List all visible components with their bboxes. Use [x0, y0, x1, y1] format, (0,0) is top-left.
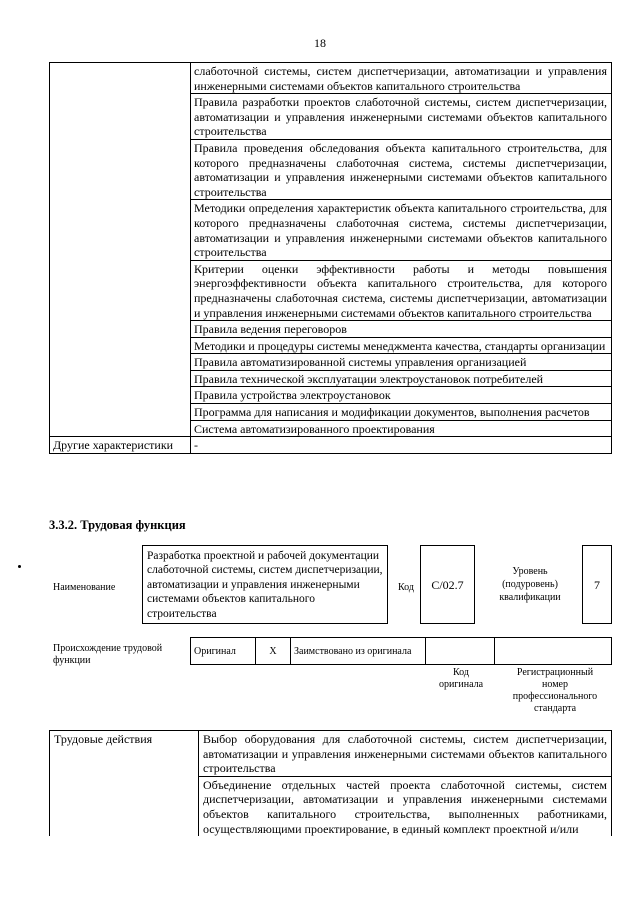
knowledge-row: Правила разработки проектов слаботочной системы, систем диспетчеризации, автоматизации и управления инженерными системами объектов капитального строительства — [191, 94, 612, 140]
knowledge-row: Правила технической эксплуатации электроустановок потребителей — [191, 370, 612, 387]
function-name: Разработка проектной и рабочей документации слаботочной системы, систем диспетчеризации, автоматизации и управления инженерными системами объектов капитального строительства — [142, 545, 388, 624]
knowledge-label-cell — [50, 63, 191, 437]
code-label: Код — [398, 582, 414, 593]
origin-label: Происхождение трудовой функции — [53, 643, 163, 666]
original-label: Оригинал — [191, 638, 256, 665]
knowledge-row: слаботочной системы, систем диспетчеризации, автоматизации и управления инженерными системами объектов капитального строительства — [191, 63, 612, 94]
other-characteristics-label: Другие характеристики — [50, 437, 191, 454]
knowledge-table — [49, 62, 612, 454]
knowledge-row: Программа для написания и модификации документов, выполнения расчетов — [191, 404, 612, 421]
reg-number-cell — [495, 638, 612, 665]
knowledge-row: Правила ведения переговоров — [191, 321, 612, 338]
action-row: Объединение отдельных частей проекта слаботочной системы, систем диспетчеризации, автоматизации и управления инженерными системами объектов капитального строительства, выполненных работниками, осуществляющими проектирование, в единый комплект проектной и/или — [199, 776, 612, 836]
action-row: Выбор оборудования для слаботочной системы, систем диспетчеризации, автоматизации и управления инженерными системами объектов капитального строительства — [199, 731, 612, 777]
function-code: C/02.7 — [420, 545, 475, 624]
code-original-caption: Код оригинала — [438, 667, 484, 690]
knowledge-row: Система автоматизированного проектирования — [191, 420, 612, 437]
knowledge-row: Правила проведения обследования объекта капитального строительства, для которого предназначены слаботочная система, системы диспетчеризации, автоматизации и управления инженерными системами объектов капитального строительства — [191, 139, 612, 199]
knowledge-row: Методики определения характеристик объекта капитального строительства, для которого предназначены слаботочная система, системы диспетчеризации, автоматизации и управления инженерными системами объектов капитального строительства — [191, 200, 612, 260]
reg-number-caption: Регистрационный номер профессионального стандарта — [512, 667, 598, 714]
qualification-level: 7 — [582, 545, 612, 624]
knowledge-row: Методики и процедуры системы менеджмента качества, стандарты организации — [191, 337, 612, 354]
level-label: Уровень (подуровень) квалификации — [499, 566, 561, 603]
margin-dot — [18, 565, 21, 568]
knowledge-row: Критерии оценки эффективности работы и методы повышения энергоэффективности объекта капитального строительства, для которого предназначены слаботочная система, системы диспетчеризации, автоматизации и управления инженерными системами объектов капитального строительства — [191, 260, 612, 320]
actions-label: Трудовые действия — [50, 731, 199, 837]
knowledge-row: Правила автоматизированной системы управления организацией — [191, 354, 612, 371]
knowledge-row: Правила устройства электроустановок — [191, 387, 612, 404]
origin-table — [190, 637, 612, 665]
other-characteristics-value: - — [191, 437, 612, 454]
section-heading: 3.3.2. Трудовая функция — [49, 518, 186, 532]
name-label: Наименование — [53, 582, 116, 593]
page-number: 18 — [314, 36, 326, 50]
borrowed-label: Заимствовано из оригинала — [291, 638, 426, 665]
original-mark: X — [256, 638, 291, 665]
code-original-cell — [426, 638, 495, 665]
actions-table — [49, 730, 612, 836]
